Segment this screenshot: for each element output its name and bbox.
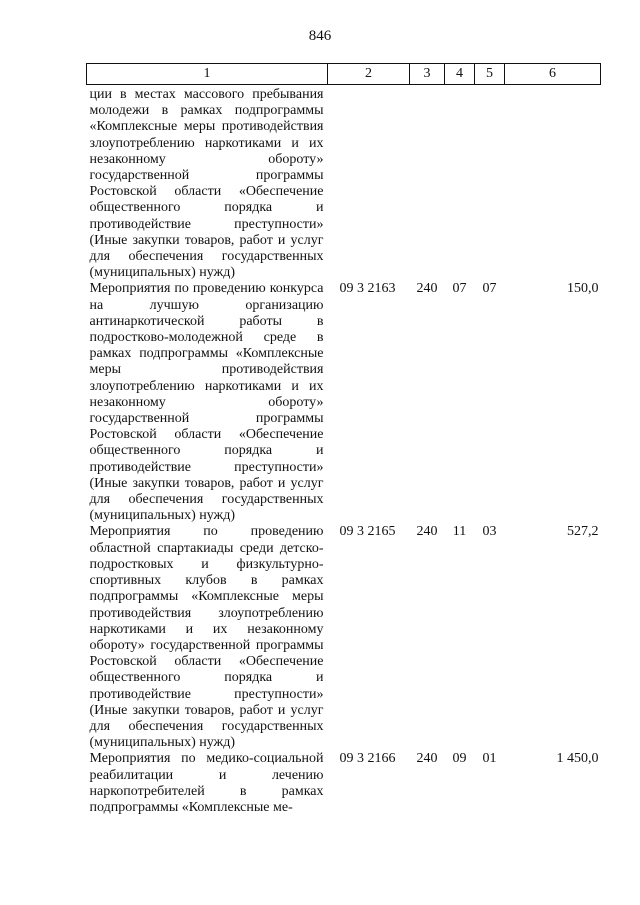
row-description: Мероприятия по медико-социальной реабилитации и лечению наркопотребителей в рамках подпрограммы «Комплексные ме- [89, 751, 324, 815]
row-target-code: 09 3 2163 [339, 281, 396, 297]
row-expense-type: 240 [416, 751, 438, 767]
row-description: ции в местах массового пребывания молодежи в рамках подпрограммы «Комплексные меры противодействия злоупотреблению наркотиками и их незаконному обороту» государственной программы Ростовской области «Обеспечение общественного порядка и противодействие преступности» (Иные закупки товаров, работ и услуг для обеспечения государственных (муниципальных) нужд) [89, 87, 324, 281]
header-col-1: 1 [87, 64, 328, 85]
table-row [87, 751, 601, 816]
row-expense-type [410, 85, 445, 282]
row-subsection: 01 [482, 751, 497, 767]
row-target-code: 09 3 2165 [339, 524, 396, 540]
row-amount: 527,2 [567, 524, 599, 540]
header-col-2: 2 [328, 64, 410, 85]
row-target-code [328, 85, 410, 282]
row-section [445, 85, 475, 282]
row-description: Мероприятия по проведению областной спартакиады среди детско-подростковых и физкультурно-спортивных клубов в рамках подпрограммы «Комплексные меры противодействия злоупотреблению наркотиками и их незаконному обороту» государственной программы Ростовской области «Обеспечение общественного порядка и противодействие преступности» (Иные закупки товаров, работ и услуг для обеспечения государственных (муниципальных) нужд) [89, 524, 324, 751]
row-amount [505, 85, 601, 282]
row-subsection: 03 [482, 524, 497, 540]
budget-table [86, 63, 601, 816]
row-amount: 1 450,0 [556, 751, 599, 767]
table-row [87, 281, 601, 524]
row-amount: 150,0 [567, 281, 599, 297]
header-col-6: 6 [505, 64, 601, 85]
header-row [87, 64, 601, 85]
row-description: Мероприятия по проведению конкурса на лучшую организацию антинаркотической работы в подростково-молодежной среде в рамках подпрограммы «Комплексные меры противодействия злоупотреблению наркотиками и их незаконному обороту» государственной программы Ростовской области «Обеспечение общественного порядка и противодействие преступности» (Иные закупки товаров, работ и услуг для обеспечения государственных (муниципальных) нужд) [89, 281, 324, 524]
table-row [87, 524, 601, 751]
row-section: 09 [452, 751, 467, 767]
row-expense-type: 240 [416, 281, 438, 297]
row-section: 11 [452, 524, 467, 540]
row-target-code: 09 3 2166 [339, 751, 396, 767]
row-expense-type: 240 [416, 524, 438, 540]
page-number: 846 [308, 28, 332, 44]
header-col-4: 4 [445, 64, 475, 85]
row-subsection: 07 [482, 281, 497, 297]
row-section: 07 [452, 281, 467, 297]
table-body [87, 85, 601, 817]
table-header [87, 64, 601, 85]
header-col-3: 3 [410, 64, 445, 85]
header-col-5: 5 [475, 64, 505, 85]
row-subsection [475, 85, 505, 282]
table-row [87, 85, 601, 282]
